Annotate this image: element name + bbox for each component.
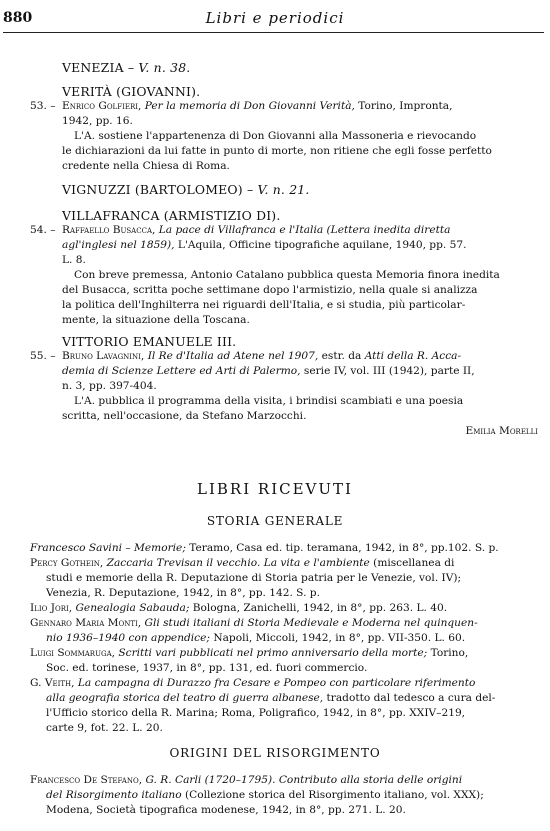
book-entry <box>0 541 550 556</box>
running-header <box>0 6 550 30</box>
summary-line: mente, la situazione della Toscana. <box>62 314 250 326</box>
summary-line: L'A. sostiene l'appartenenza di Don Giovanni alla Massoneria e rievocando <box>74 130 477 142</box>
book-title: Francesco Savini – Memorie; <box>30 542 186 554</box>
publication-info: estr. da <box>318 350 365 362</box>
summary-line: credente nella Chiesa di Roma. <box>62 160 230 172</box>
entry-vignuzzi <box>0 182 550 197</box>
author: Enrico Golfieri, <box>62 100 142 112</box>
publication-info: Modena, Società tipografica modenese, 1942, in 8°, pp. 271. L. 20. <box>46 804 406 816</box>
book-title: G. R. Carli (1720–1795). Contributo alla storia delle origini <box>145 774 463 786</box>
book-entry <box>0 676 550 691</box>
journal-title: demia di Scienze Lettere ed Arti di Palermo, <box>62 365 301 377</box>
book-title: Gli studi italiani di Storia Medievale e Moderna nel quinquen- <box>144 617 478 629</box>
publication-info: Soc. ed. torinese, 1937, in 8°, pp. 131, ed. fuori commercio. <box>46 662 368 674</box>
page-number: 880 <box>3 10 33 26</box>
publication-info: n. 3, pp. 397-404. <box>62 380 157 392</box>
summary-line: scritta, nell'occasione, da Stefano Marzocchi. <box>62 410 307 422</box>
author: Luigi Sommaruga, <box>30 647 115 659</box>
work-title: Il Re d'Italia ad Atene nel 1907, <box>147 350 319 362</box>
publication-info: l'Ufficio storico della R. Marina; Roma, Poligrafico, 1942, in 8°, pp. XXIV–219, <box>46 707 466 719</box>
author: Ilio Jori, <box>30 602 73 614</box>
entry-number: 53. – <box>30 100 56 112</box>
book-title: alla geografia storica del teatro di guerra albanese, <box>46 692 324 704</box>
author-signature: Emilia Morelli <box>465 425 538 437</box>
author: Raffaello Busacca, <box>62 224 156 236</box>
summary-line: L'A. pubblica il programma della visita, i brindisi scambiati e una poesia <box>74 395 464 407</box>
cross-reference: V. n. 21. <box>257 182 310 197</box>
author: Percy Gothein, <box>30 557 104 569</box>
book-entry <box>0 616 550 631</box>
author: Francesco De Stefano, <box>30 774 143 786</box>
entry-venezia <box>0 60 550 75</box>
author: G. Veith, <box>30 677 75 689</box>
book-title: La campagna di Durazzo fra Cesare e Pompeo con particolare riferimento <box>77 677 476 689</box>
entry-number: 55. – <box>30 350 56 362</box>
received-books-list-2 <box>0 773 550 818</box>
book-entry <box>0 773 550 788</box>
section-subtitle: STORIA GENERALE <box>206 514 344 528</box>
entry-verita <box>0 84 550 174</box>
publication-info: tradotto dal tedesco a cura del- <box>323 692 496 704</box>
publication-info: (Collezione storica del Risorgimento italiano, vol. XXX); <box>181 789 484 801</box>
section-subtitle: ORIGINI DEL RISORGIMENTO <box>169 746 381 760</box>
summary-line: del Busacca, scritta poche settimane dopo l'armistizio, nella quale si analizza <box>62 284 478 296</box>
entry-heading: VITTORIO EMANUELE III. <box>62 334 237 349</box>
work-title: La pace di Villafranca e l'Italia <box>158 224 324 236</box>
entry-heading: VILLAFRANCA (ARMISTIZIO DI). <box>62 208 281 223</box>
publication-info: serie IV, vol. III (1942), parte II, <box>300 365 475 377</box>
publication-info: Venezia, R. Deputazione, 1942, in 8°, pp. 142. S. p. <box>46 587 320 599</box>
section-title: LIBRI RICEVUTI <box>197 480 353 498</box>
entry-vittorio-emanuele <box>0 334 550 439</box>
publication-info: Torino, <box>427 647 469 659</box>
work-subtitle: (Lettera inedita diretta <box>326 224 451 236</box>
entry-heading: VENEZIA – <box>62 60 139 75</box>
publication-info: studi e memorie della R. Deputazione di Storia patria per le Venezie, vol. IV); <box>46 572 462 584</box>
publication-info: L. 8. <box>62 254 86 266</box>
received-books-list <box>0 541 550 736</box>
work-title: Per la memoria di Don Giovanni Verità, <box>144 100 355 112</box>
book-entry <box>0 556 550 571</box>
work-subtitle: agl'inglesi nel 1859), <box>62 239 175 251</box>
publication-info: Teramo, Casa ed. tip. teramana, 1942, in 8°, pp.102. S. p. <box>185 542 499 554</box>
summary-line: la politica dell'Inghilterra nei riguardi dell'Italia, e si studia, più particolar- <box>62 299 466 311</box>
book-entry <box>0 646 550 661</box>
entry-heading: VIGNUZZI (BARTOLOMEO) – <box>62 182 258 197</box>
publication-info: carte 9, fot. 22. L. 20. <box>46 722 163 734</box>
publication-info: L'Aquila, Officine tipografiche aquilane, 1940, pp. 57. <box>174 239 467 251</box>
cross-reference: V. n. 38. <box>138 60 191 75</box>
book-title: Genealogia Sabauda; <box>75 602 190 614</box>
book-title: Zaccaria Trevisan il vecchio. La vita e l'ambiente <box>106 557 370 569</box>
author: Bruno Lavagnini, <box>62 350 145 362</box>
publication-info: Bologna, Zanichelli, 1942, in 8°, pp. 263. L. 40. <box>189 602 448 614</box>
book-title: del Risorgimento italiano <box>46 789 182 801</box>
header-rule <box>3 32 544 33</box>
summary-line: Con breve premessa, Antonio Catalano pubblica questa Memoria finora inedita <box>74 269 500 281</box>
publication-info: Torino, Impronta, <box>354 100 453 112</box>
publication-info: 1942, pp. 16. <box>62 115 133 127</box>
summary-line: le dichiarazioni da lui fatte in punto di morte, non ritiene che egli fosse perfetto <box>62 145 492 157</box>
running-title: Libri e periodici <box>205 9 345 27</box>
publication-info: Napoli, Miccoli, 1942, in 8°, pp. VII-350. L. 60. <box>209 632 466 644</box>
entry-number: 54. – <box>30 224 56 236</box>
book-title: Scritti vari pubblicati nel primo anniversario della morte; <box>118 647 428 659</box>
book-title: nio 1936–1940 con appendice; <box>46 632 210 644</box>
entry-villafranca <box>0 208 550 328</box>
author: Gennaro Maria Monti, <box>30 617 142 629</box>
book-entry <box>0 601 550 616</box>
publication-info: (miscellanea di <box>369 557 455 569</box>
entry-heading: VERITÀ (GIOVANNI). <box>62 84 201 99</box>
journal-title: Atti della R. Acca- <box>364 350 462 362</box>
